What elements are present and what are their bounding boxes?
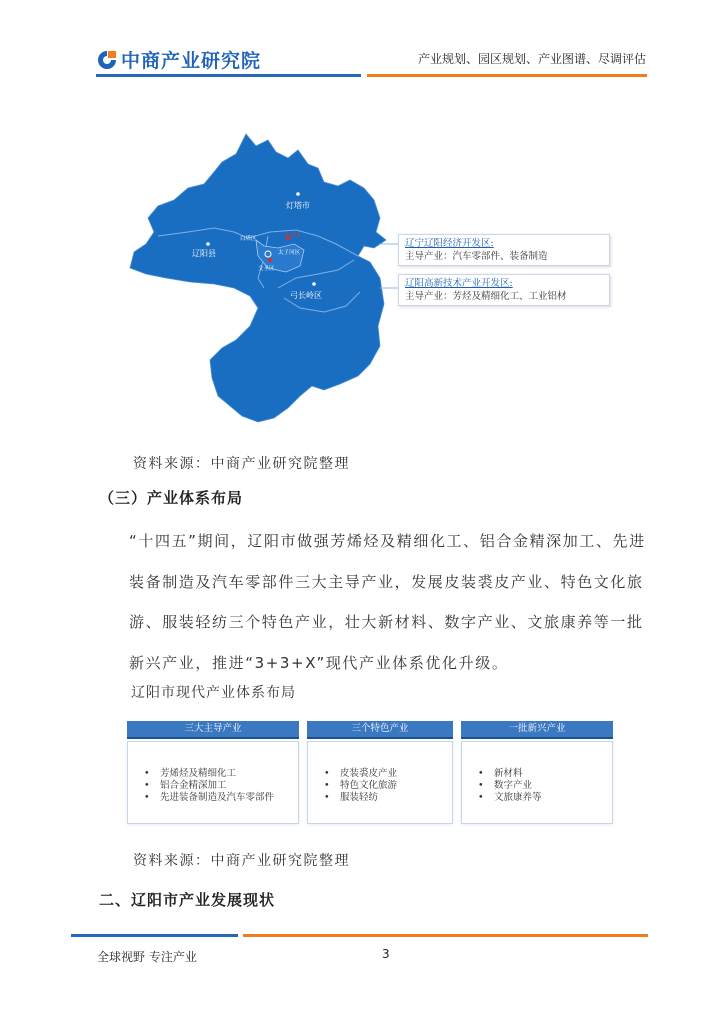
callout-industry: 主导产业：汽车零部件、装备制造 [405, 251, 548, 262]
logo-icon [97, 50, 117, 70]
map-label-taizihe: 太子河区 [278, 250, 301, 256]
diagram-column-leading [127, 721, 299, 824]
paragraph-text: “十四五”期间，辽阳市做强芳烯烃及精细化工、铝合金精深加工、先进装备制造及汽车零部件三大主导产业，发展皮装裘皮产业、特色文化旅游、服装轻纺三个特色产业，壮大新材料、数字产业、文旅康养等一批新兴产业，推进“3+3+X”现代产业体系优化升级。 [129, 532, 646, 672]
list-item: • 皮装裘皮产业 [340, 768, 452, 780]
source-note-map: 资料来源：中商产业研究院整理 [133, 456, 350, 472]
list-item: • 文旅康养等 [494, 792, 612, 804]
callout-title: 辽宁辽阳经济开发区: [405, 238, 494, 249]
diagram-column-featured [307, 721, 453, 824]
list-item: • 数字产业 [494, 780, 612, 792]
map-label-baita: 白塔区 [240, 236, 257, 242]
list-item: • 先进装备制造及汽车零部件 [160, 792, 298, 804]
list-item: • 芳烯烃及精细化工 [160, 768, 298, 780]
column-title: 三个特色产业 [307, 721, 453, 739]
diagram-column-emerging [461, 721, 613, 824]
column-body [127, 741, 299, 824]
column-body [307, 741, 453, 824]
list-item: • 铝合金精深加工 [160, 780, 298, 792]
map-label-gongchangling: 弓长岭区 [290, 291, 322, 300]
header-divider-orange [367, 74, 647, 77]
logo [97, 46, 261, 73]
body-paragraph [99, 521, 659, 683]
section-heading: （三）产业体系布局 [99, 489, 244, 507]
callout-industry: 主导产业：芳烃及精细化工、工业铝材 [405, 291, 567, 302]
column-list [308, 742, 452, 804]
footer-divider-orange [243, 934, 648, 937]
footer-slogan: 全球视野 专注产业 [97, 950, 197, 964]
header-tagline: 产业规划、园区规划、产业图谱、尽调评估 [417, 52, 646, 66]
section-2-heading: 二、辽阳市产业发展现状 [99, 891, 276, 909]
callout-economic-zone [398, 234, 610, 266]
list-item: • 特色文化旅游 [340, 780, 452, 792]
footer-divider-blue [71, 934, 238, 937]
column-list [128, 742, 298, 804]
source-note-diagram: 资料来源：中商产业研究院整理 [133, 853, 350, 869]
column-list [462, 742, 612, 804]
page-number: 3 [382, 947, 390, 961]
column-title: 一批新兴产业 [461, 721, 613, 739]
list-item: • 新材料 [494, 768, 612, 780]
header-divider-blue [96, 74, 361, 77]
callout-title: 辽阳高新技术产业开发区: [405, 278, 513, 289]
map-label-hongwei: 宏伟区 [284, 233, 301, 239]
figure-caption: 辽阳市现代产业体系布局 [131, 685, 296, 701]
callout-hightech-zone [398, 274, 610, 306]
list-item: • 服装轻纺 [340, 792, 452, 804]
industry-system-diagram [127, 721, 613, 824]
column-body [461, 741, 613, 824]
map-label-dengta: 灯塔市 [286, 201, 310, 210]
logo-text: 中商产业研究院 [121, 50, 262, 72]
map-label-liaoyang-county: 辽阳县 [192, 249, 216, 258]
map-label-wensheng: 文圣区 [258, 266, 275, 272]
page-header [0, 0, 724, 80]
liaoyang-map [118, 128, 618, 428]
column-title: 三大主导产业 [127, 721, 299, 739]
